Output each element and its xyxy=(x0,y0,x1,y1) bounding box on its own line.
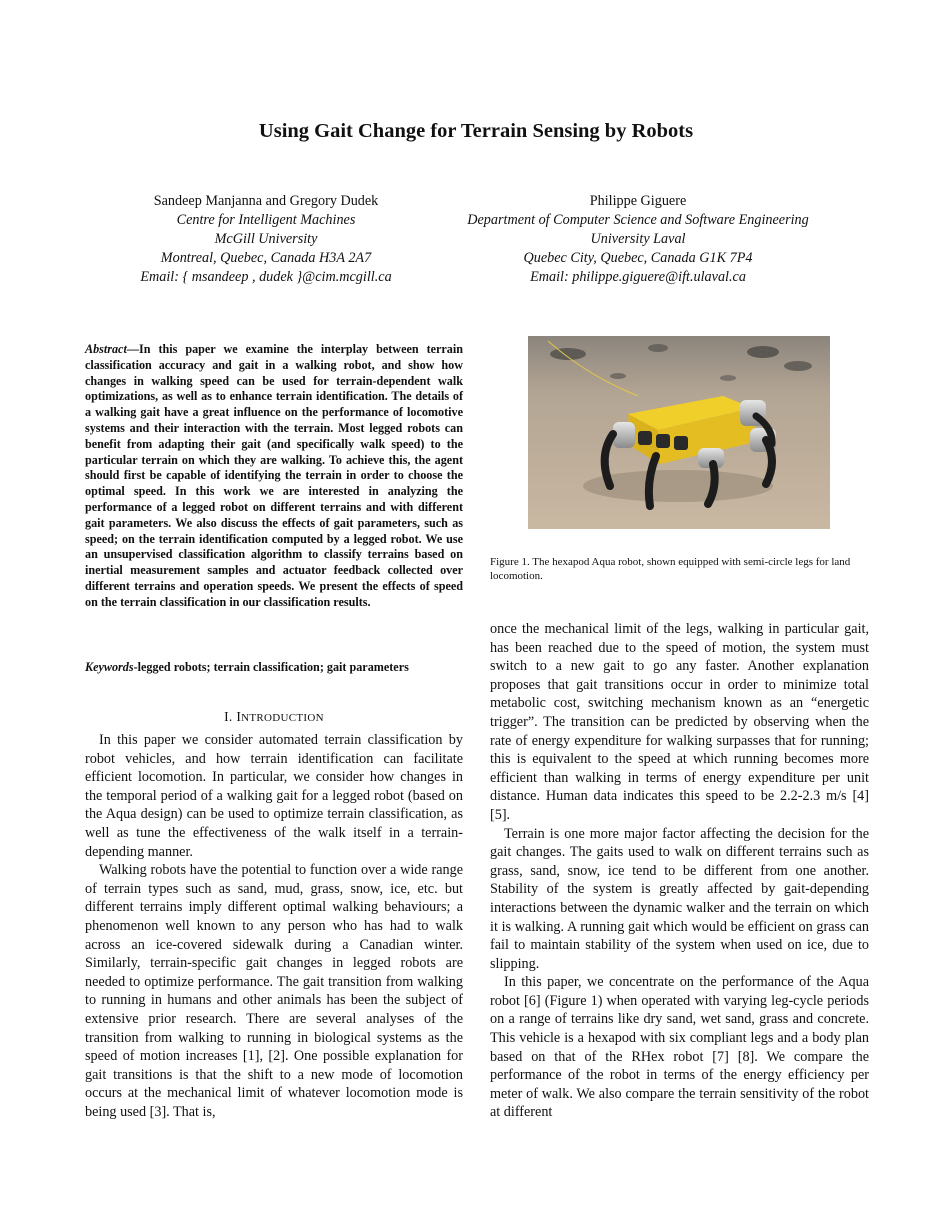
paragraph: Walking robots have the potential to function over a wide range of terrain types such as sand, mud, grass, snow, ice, etc. but different terrains imply different optimal walking behaviours; a phenomenon well known to any person who has had to walk across an ice-covered sidewalk during a Canadian winter. Similarly, terrain-specific gait changes in legged robots are needed to optimize performance. The gait transition from walking to running in humans and other animals has been the subject of extensive prior research. There are several analyses of the transition from walking to running in biological systems as the speed of motion increases [1], [2]. One possible explanation for gait transitions is that the shift to a new mode of locomotion occurs at the mechanical limit of whatever locomotion mode is being used [3]. That is, xyxy=(85,862,463,1120)
author-block-2 xyxy=(440,192,836,287)
section-number: I. xyxy=(224,709,233,724)
keywords-text: -legged robots; terrain classification; gait parameters xyxy=(133,660,409,674)
paragraph: once the mechanical limit of the legs, walking in particular gait, has been reached due to the speed of motion, the system must switch to a new gait to go any faster. Another explanation proposes that gait transitions occur in order to minimize total metabolic cost, switching mechanism known as an “energetic trigger”. The transition can be predicted by observing when the rate of energy expenditure for walking surpasses that for running; this is equivalent to the speed at which running becomes more efficient than walking in terms of energy expenditure per unit distance. Human data indicates this speed to be 2.2-2.3 m/s [4] [5]. xyxy=(490,621,869,823)
author-organization: Department of Computer Science and Software Engineering xyxy=(467,212,809,228)
author-names: Philippe Giguere xyxy=(589,193,687,209)
paragraph: In this paper we consider automated terrain classification by robot vehicles, and how terrain identification can facilitate efficient locomotion. In particular, we consider how changes in the temporal period of a walking gait for a legged robot (based on the Aqua design) can be used to optimize terrain classification, as well as tune the effectiveness of the walk itself in a terrain-depending manner. xyxy=(85,732,463,860)
abstract xyxy=(85,342,463,611)
author-block-1 xyxy=(90,192,442,287)
author-email: Email: { msandeep , dudek }@cim.mcgill.ca xyxy=(140,269,392,285)
author-organization: Centre for Intelligent Machines xyxy=(176,212,356,228)
paragraph: Terrain is one more major factor affecting the decision for the gait changes. The gaits used to walk on different terrains such as grass, sand, snow, ice tend to be different from one another. Stability of the system is greatly affected by gait-depending interactions between the dynamic walker and the terrain on which it is walking. A running gait which would be efficient on grass can fail to maintain stability of the system when used on ice, due to slipping. xyxy=(490,825,869,972)
paper-title: Using Gait Change for Terrain Sensing by Robots xyxy=(258,120,694,142)
author-email: Email: philippe.giguere@ift.ulaval.ca xyxy=(530,269,746,285)
author-university: McGill University xyxy=(214,231,318,247)
section-title-initial: I xyxy=(236,709,242,724)
aqua-robot-photo xyxy=(528,336,830,529)
section-heading-introduction xyxy=(85,709,463,725)
introduction-text xyxy=(85,731,463,1121)
author-address: Montreal, Quebec, Canada H3A 2A7 xyxy=(160,250,372,266)
author-university: University Laval xyxy=(590,231,686,247)
right-column-text xyxy=(490,620,869,1122)
author-address: Quebec City, Quebec, Canada G1K 7P4 xyxy=(523,250,753,266)
figure-1-caption: Figure 1. The hexapod Aqua robot, shown equipped with semi-circle legs for land locomotion. xyxy=(490,556,851,582)
keywords xyxy=(85,660,463,676)
abstract-label: Abstract xyxy=(85,342,127,356)
paragraph: In this paper, we concentrate on the performance of the Aqua robot [6] (Figure 1) when operated with varying leg-cycle periods on a range of terrains like dry sand, wet sand, grass and concrete. This vehicle is a hexapod with six compliant legs and a body plan based on that of the RHex robot [7] [8]. We compare the performance of the robot in terms of the energy efficiency per meter of walk. We also compare the terrain sensitivity of the robot at different xyxy=(490,974,869,1121)
abstract-text: —In this paper we examine the interplay between terrain classification accuracy and gait in a walking robot, and show how changes in walking speed can be used for terrain-dependent walk optimizations, as well as to enhance terrain identification. The details of a walking gait have a great influence on the performance of locomotive systems and their interaction with the terrain. Most legged robots can benefit from adapting their gait (and specifically walk speed) to the particular terrain on which they are walking. To achieve this, the agent should first be capable of identifying the terrain in order to choose the optimal speed. In this work we are interested in analyzing the performance of a legged robot on different terrains and with different gait parameters. We also discuss the effects of gait parameters, such as speed; on the terrain identification computed by a legged robot. We use an unsupervised classification algorithm to classify terrains based on inertial measurement samples and actuator feedback collected over different terrains and operation speeds. We present the effects of speed on the terrain classification in our classification results. xyxy=(85,342,463,609)
author-names: Sandeep Manjanna and Gregory Dudek xyxy=(153,193,379,209)
keywords-label: Keywords xyxy=(85,660,134,674)
section-title-rest: NTRODUCTION xyxy=(241,712,324,724)
